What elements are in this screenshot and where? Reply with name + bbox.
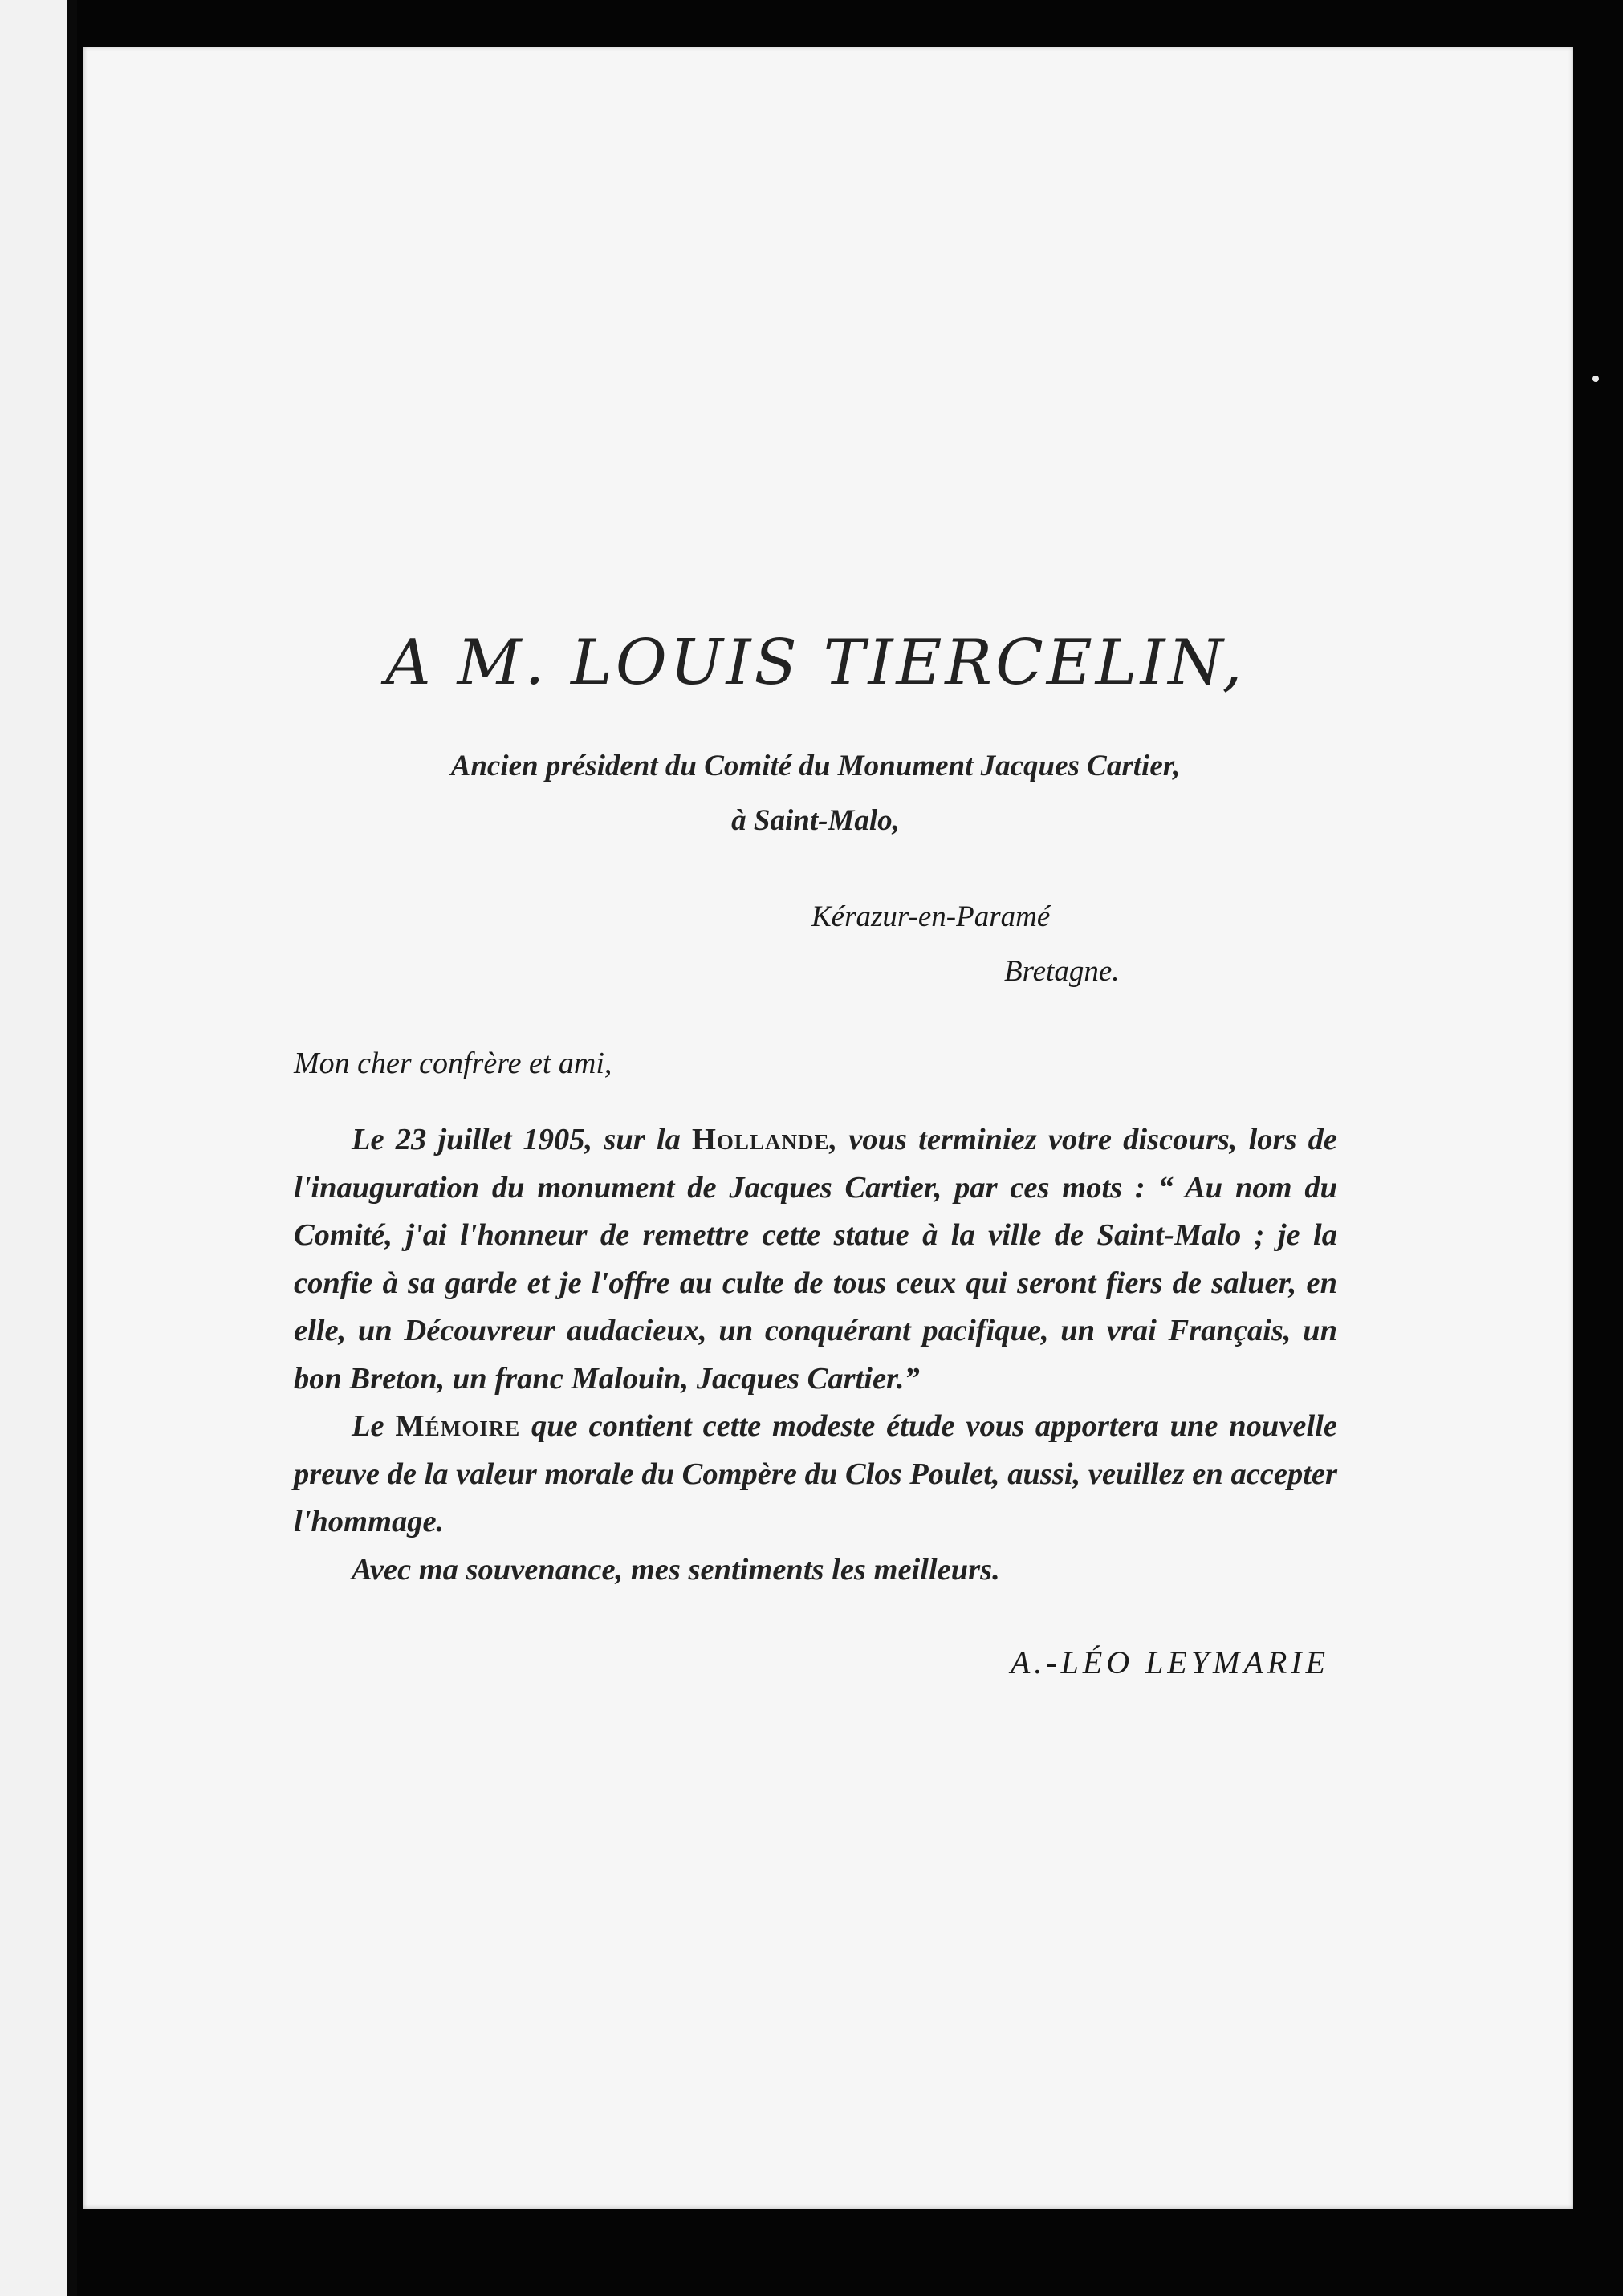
p2-rest: que contient cette modeste étude vous apportera une nouvelle preuve de la valeur morale du Compère du Clos Poulet, aussi, veuillez en accepter l'hommage. (294, 1409, 1338, 1538)
signature: A.-LÉO LEYMARIE (1010, 1644, 1329, 1680)
recipient-description (294, 739, 1337, 848)
recipient-address (812, 890, 1337, 999)
document-page (83, 47, 1573, 2209)
paragraph-2 (294, 1403, 1337, 1546)
paragraph-3: Avec ma souvenance, mes sentiments les meilleurs. (352, 1552, 1000, 1587)
gutter-shadow (67, 0, 77, 2296)
address-line-2: Bretagne. (1004, 955, 1120, 988)
recipient-city: à Saint-Malo, (731, 804, 900, 837)
salutation: Mon cher confrère et ami, (294, 1046, 612, 1080)
recipient-role: Ancien président du Comité du Monument Jacques Cartier, (450, 750, 1181, 782)
dedication-letter (294, 580, 1337, 1681)
p2-start: Le (352, 1409, 396, 1443)
p1-rest: , vous terminiez votre discours, lors de l'inauguration du monument de Jacques Cartier, par ces mots : “ Au nom du Comité, j'ai l'honneur de remettre cette statue à la ville de Saint-Malo ; je la confie à sa garde et je l'offre au culte de tous ceux qui seront fiers de saluer, en elle, un Découvreur audacieux, un conquérant pacifique, un vrai Français, un bon Breton, un franc Malouin, Jacques Cartier.” (294, 1123, 1337, 1396)
p1-start: Le 23 juillet 1905, sur la (352, 1123, 692, 1156)
letter-body (294, 1116, 1337, 1594)
address-line-1: Kérazur-en-Paramé (812, 900, 1051, 933)
paragraph-1 (294, 1116, 1337, 1403)
adjacent-page-edge (0, 0, 67, 2296)
memoire-word: Mémoire (395, 1409, 521, 1443)
dust-speck (1592, 376, 1599, 382)
ship-name: Hollande (691, 1123, 830, 1156)
dedication-title: A M. LOUIS TIERCELIN, (385, 627, 1246, 699)
